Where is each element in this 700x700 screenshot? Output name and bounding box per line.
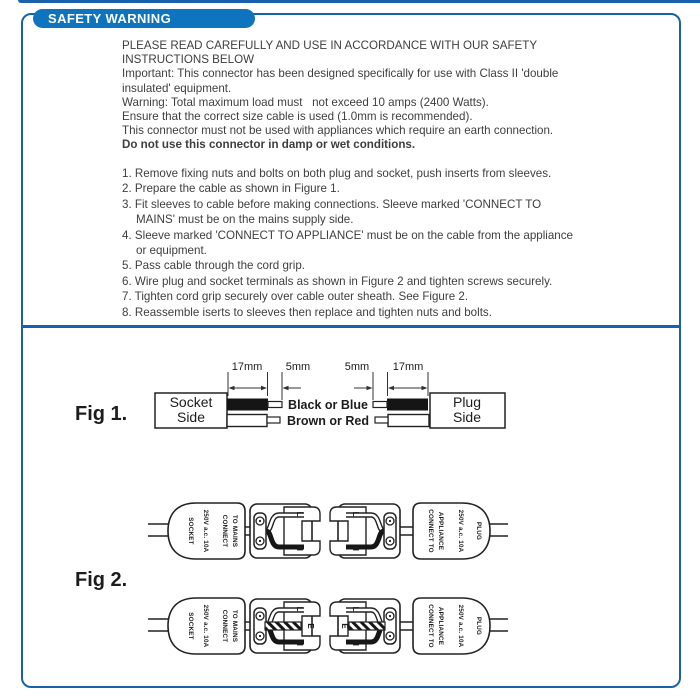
socket-sleeve-name: SOCKET [187,517,194,545]
brown-wire-right [388,415,429,427]
terminal-neutral-label: N [351,640,360,646]
socket-sleeve-rating: 250V a.c. 10A [202,604,209,648]
plug-sleeve-rating: 250V a.c. 10A [457,604,464,648]
intro-line: PLEASE READ CAREFULLY AND USE IN ACCORDANCE WITH OUR SAFETY [122,39,538,52]
step-line: 6. Wire plug and socket terminals as shown in Figure 2 and tighten screws securely. [122,274,553,288]
earth-striped-wire-left [265,622,301,630]
black-wire-right [387,399,428,411]
black-wire-left [227,399,268,411]
socket-sleeve-marking-1: CONNECT [221,514,228,548]
dim-17mm-left: 17mm [231,361,263,373]
step-line-continuation: or equipment. [136,244,207,258]
socket-side-label-1: Socket [169,394,213,410]
intro-line: INSTRUCTIONS BELOW [122,53,255,67]
plug-sleeve-marking-2: APPLIANCE [437,606,444,646]
terminal-neutral-label: N [351,545,360,551]
intro-line: Important: This connector has been designed specifically for use with Class II 'double [122,67,559,81]
earth-striped-wire-right [349,622,385,630]
step-line: 4. Sleeve marked 'CONNECT TO APPLIANCE' must be on the cable from the appliance [122,228,574,242]
fig1-dimension-texts [232,361,424,373]
bare-tip-right-bottom [375,417,388,423]
terminal-neutral-label: N [295,545,304,551]
plug-sleeve-rating: 250V a.c. 10A [457,509,464,553]
socket-sleeve-name: SOCKET [187,612,194,640]
step-line: 5. Pass cable through the cord grip. [122,259,306,273]
socket-sleeve-marking-2: TO MAINS [231,514,238,548]
intro-line: Warning: Total maximum load must not exceed 10 amps (2400 Watts). [122,95,489,109]
terminal-live-label: L [295,511,304,517]
dim-17mm-right: 17mm [392,361,424,373]
plug-sleeve-name: PLUG [475,616,482,636]
terminal-live-label: L [351,606,360,612]
terminal-earth-label: E [306,623,315,629]
socket-sleeve-marking-2: TO MAINS [231,609,238,643]
bare-tip-right-top [373,402,387,408]
intro-line: insulated' equipment. [122,81,232,95]
intro-line: This connector must not be used with appliances which require an earth connection. [122,124,554,138]
step-line: 8. Reassemble iserts to sleeves then replace and tighten nuts and bolts. [122,305,492,319]
plug-sleeve-name: PLUG [475,521,482,541]
step-line: 1. Remove fixing nuts and bolts on both plug and socket, push inserts from sleeves. [122,167,552,180]
dim-5mm-left: 5mm [285,361,311,373]
safety-warning-header: SAFETY WARNING [33,9,255,28]
intro-warning-bold-line: Do not use this connector in damp or wet conditions. [122,138,416,152]
terminal-live-label: L [351,511,360,517]
dim-5mm-right: 5mm [344,361,370,373]
plug-side-label-2: Side [452,409,482,425]
plug-sleeve-marking-2: APPLIANCE [437,511,444,551]
bare-tip-left-top [268,402,282,408]
step-line: 7. Tighten cord grip securely over cable outer sheath. See Figure 2. [122,290,469,304]
plug-sleeve-marking-1: CONNECT TO [427,604,434,648]
terminal-live-label: L [295,606,304,612]
fig1-label: Fig 1. [75,403,128,425]
intro-paragraph [122,39,558,153]
plug-sleeve-marking-1: CONNECT TO [427,509,434,553]
section-divider [21,325,680,328]
fig2-wiring-diagram [60,470,620,670]
wire-color-label-bottom: Brown or Red [287,414,369,428]
terminal-earth-label: E [340,623,349,629]
terminal-neutral-label: N [295,640,304,646]
fig1-cable-prep-diagram [60,350,640,450]
numbered-instructions [122,166,573,320]
previous-section-border [18,0,700,3]
bare-tip-left-bottom [267,417,280,423]
wire-color-label-top: Black or Blue [288,398,368,412]
plug-connector-block-row1 [330,504,400,558]
step-line-continuation: MAINS' must be on the mains supply side. [136,213,354,227]
brown-wire-left [227,415,267,427]
socket-sleeve-marking-1: CONNECT [221,609,228,643]
fig1-dimension-lines [228,372,428,400]
step-line: 2. Prepare the cable as shown in Figure 1. [122,182,340,196]
socket-connector-block-row1 [250,504,320,558]
intro-line: Ensure that the correct size cable is used (1.0mm is recommended). [122,110,473,124]
plug-side-label-1: Plug [452,394,482,410]
fig2-label: Fig 2. [75,569,128,591]
socket-sleeve-rating: 250V a.c. 10A [202,509,209,553]
socket-side-label-2: Side [176,409,206,425]
step-line: 3. Fit sleeves to cable before making connections. Sleeve marked 'CONNECT TO [122,197,542,211]
